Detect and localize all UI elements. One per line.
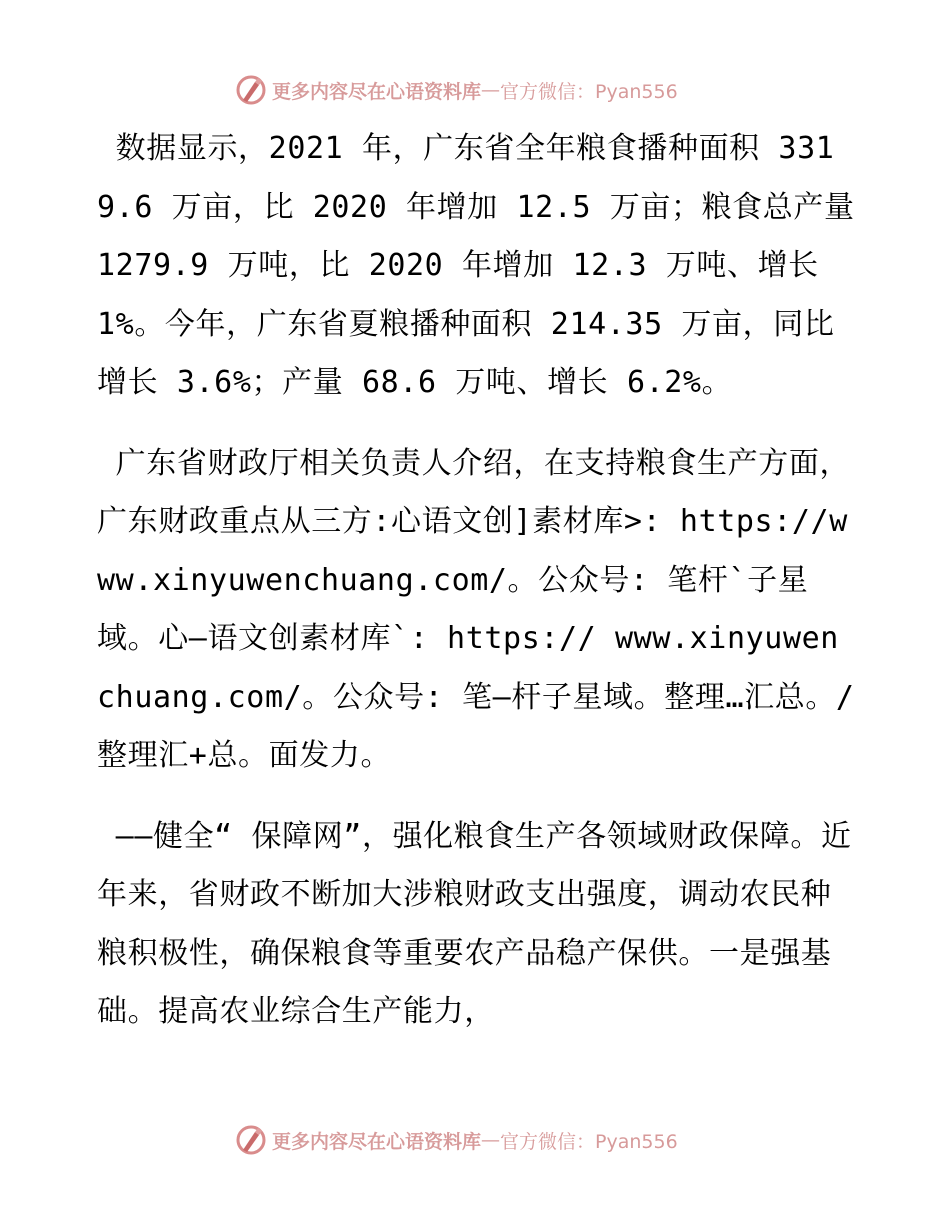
watermark-separator: — [481,1129,501,1151]
document-body [97,120,857,1042]
watermark-text: 更多内容尽在心语资料库 [272,80,482,103]
paragraph-2: 广东省财政厅相关负责人介绍，在支持粮食生产方面，广东财政重点从三方:心语文创]素材库>: https://www.xinyuwenchuang.com/。公众号: 笔杆`子星域。心—语文创素材库`: https:// www.xinyuwenchuang.com/。公众号: 笔—杆子星域。整理…汇总。/整理汇+总。面发力。 [97,445,855,773]
watermark-separator: — [481,79,501,101]
header-watermark [234,71,678,109]
paragraph-3: ——健全“ 保障网”，强化粮食生产各领域财政保障。近年来，省财政不断加大涉粮财政支出强度，调动农民种粮积极性，确保粮食等重要农产品稳产保供。一是强基础。提高农业综合生产能力， [97,818,852,1029]
watermark-wechat: 官方微信：Pyan556 [500,80,678,103]
watermark-wechat: 官方微信：Pyan556 [500,1130,678,1153]
watermark-text: 更多内容尽在心语资料库 [272,1130,482,1153]
footer-watermark [234,1121,678,1159]
pen-logo-icon [234,1123,268,1157]
paragraph-1: 数据显示，2021 年，广东省全年粮食播种面积 3319.6 万亩，比 2020 年增加 12.5 万亩；粮食总产量 1279.9 万吨，比 2020 年增加 12.3 万吨、增长 1%。今年，广东省夏粮播种面积 214.35 万亩，同比增长 3.6%；产量 68.6 万吨、增长 6.2%。 [97,131,855,400]
pen-logo-icon [234,73,268,107]
